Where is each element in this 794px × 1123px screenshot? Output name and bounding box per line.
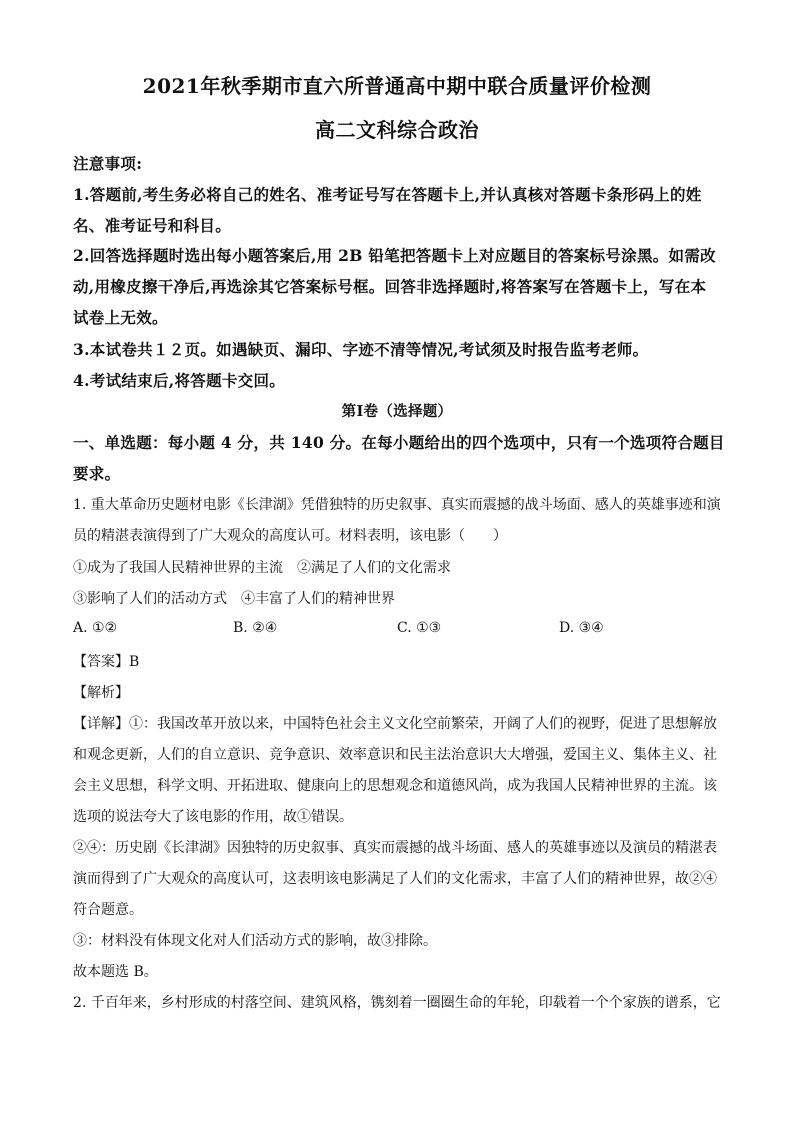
part-heading-cont: 要求。 [73,464,121,483]
volume-heading: 第Ⅰ卷（选择题） [341,403,453,420]
notice-item: 3.本试卷共１２页。如遇缺页、漏印、字迹不清等情况,考试须及时报告监考老师。 [73,340,649,359]
option-d: D. ③④ [559,620,604,636]
question-1-stem: 1. 重大革命历史题材电影《长津湖》凭借独特的历史叙事、真实而震撼的战斗场面、感人的英雄事迹和演 [73,497,721,513]
notice-item: 试卷上无效。 [73,308,168,327]
notice-item: 2.回答选择题时选出每小题答案后,用 2B 铅笔把答题卡上对应题目的答案标号涂黑。如需改 [73,246,716,265]
detail-line: 演而得到了广大观众的高度认可，这表明该电影满足了人们的文化需求，丰富了人们的精神世界，故②④ [73,871,717,887]
notice-item: 4.考试结束后,将答题卡交回。 [73,371,286,390]
analysis-label: 【解析】 [73,685,129,701]
detail-line: 和观念更新，人们的自立意识、竞争意识、效率意识和民主法治意识大大增强，爱国主义、集体主义、社 [73,747,717,763]
question-1-stem-cont: 员的精湛表演得到了广大观众的高度认可。材料表明，该电影（ ） [73,528,507,544]
question-1-statements-cont: ③影响了人们的活动方式 ④丰富了人们的精神世界 [73,591,395,607]
exam-title: 2021年秋季期市直六所普通高中期中联合质量评价检测 [142,74,652,98]
option-b: B. ②④ [233,620,278,636]
notice-item: 动,用橡皮擦干净后,再选涂其它答案标号框。回答非选择题时,将答案写在答题卡上，写在本 [73,277,707,296]
option-a: A. ①② [73,620,118,636]
detail-line: 故本题选 B。 [73,964,158,980]
question-1-statements: ①成为了我国人民精神世界的主流 ②满足了人们的文化需求 [73,560,451,576]
detail-line: 符合题意。 [73,902,143,918]
notice-item: 1.答题前,考生务必将自己的姓名、准考证号写在答题卡上,并认真核对答题卡条形码上的姓 [73,185,702,204]
detail-line: 会主义思想，科学文明、开拓进取、健康向上的思想观念和道德风尚，成为我国人民精神世界的主流。该 [73,778,717,794]
notice-item: 名、准考证号和科目。 [73,216,232,235]
exam-subject-title: 高二文科综合政治 [315,118,479,142]
question-2-stem: 2. 千百年来，乡村形成的村落空间、建筑风格，镌刻着一圈圈生命的年轮，印载着一个个家族的谱系，它 [73,995,721,1011]
notice-heading: 注意事项: [73,154,143,173]
answer-label: 【答案】B [73,654,140,670]
part-heading: 一、单选题：每小题 4 分，共 140 分。在每小题给出的四个选项中，只有一个选项符合题目 [73,433,725,452]
detail-line: ③：材料没有体现文化对人们活动方式的影响，故③排除。 [73,933,437,949]
detail-line: 选项的说法夸大了该电影的作用，故①错误。 [73,809,353,825]
detail-line: ②④：历史剧《长津湖》因独特的历史叙事、真实而震撼的战斗场面、感人的英雄事迹以及演员的精湛表 [73,840,717,856]
option-c: C. ①③ [397,620,442,636]
detail-line: 【详解】①：我国改革开放以来，中国特色社会主义文化空前繁荣，开阔了人们的视野，促进了思想解放 [73,716,717,732]
